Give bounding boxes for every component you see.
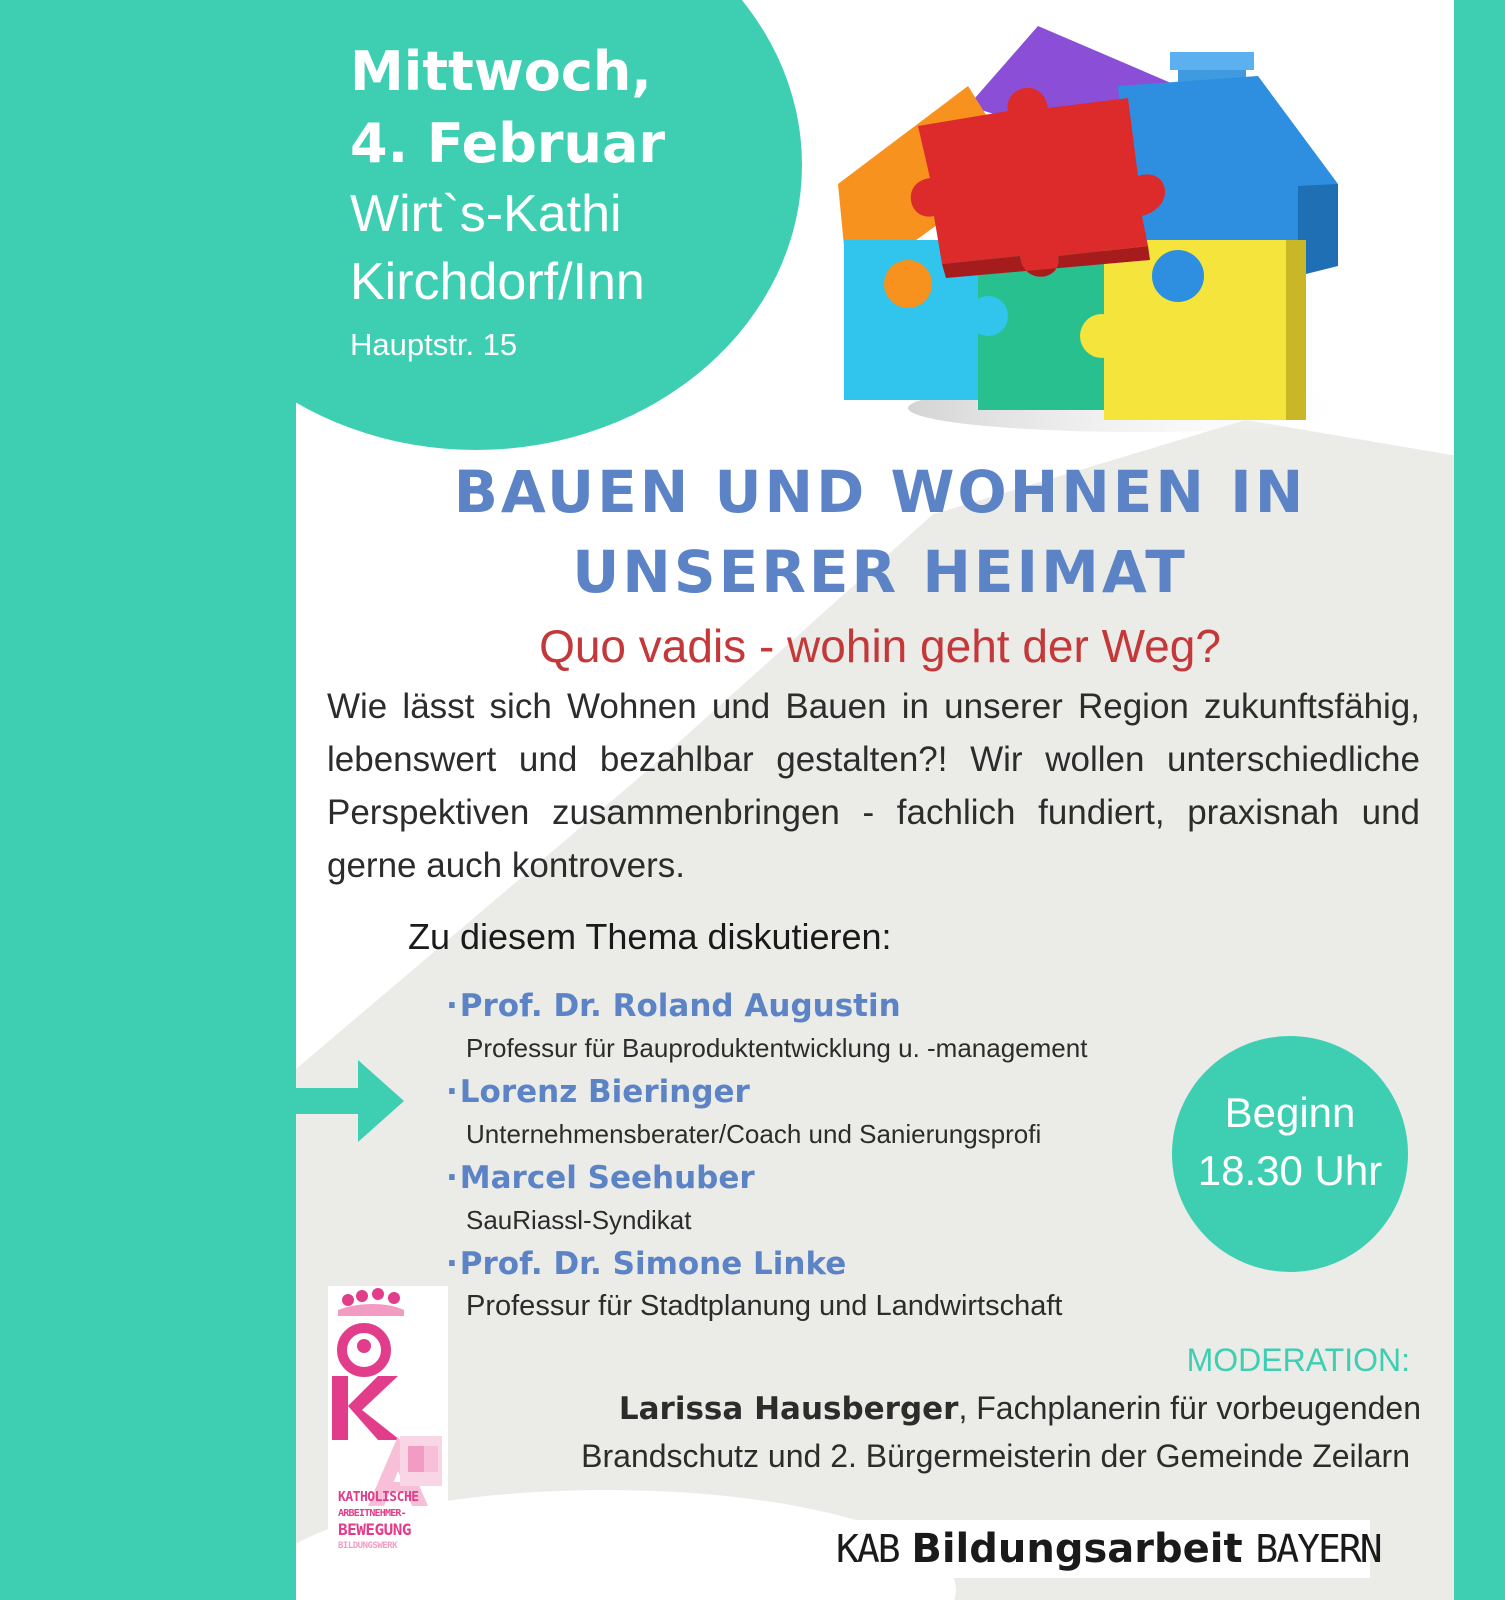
headline <box>300 452 1460 612</box>
event-weekday: Mittwoch, <box>350 40 652 103</box>
event-date: 4. Februar <box>350 112 666 175</box>
speaker-name: Lorenz Bieringer <box>459 1074 750 1110</box>
speaker-role: Unternehmensberater/Coach und Sanierungsprofi <box>466 1119 1042 1149</box>
footer-bildungsarbeit: Bildungsarbeit <box>911 1526 1243 1572</box>
event-venue: Wirt`s-Kathi <box>350 185 622 243</box>
kab-logo-line-4: BILDUNGSWERK <box>338 1541 398 1551</box>
puzzle-house-illustration <box>838 16 1358 436</box>
speaker-bullet: · <box>446 988 458 1024</box>
speaker-linke <box>446 1242 1062 1326</box>
speaker-seehuber <box>446 1156 755 1240</box>
moderator-desc-2: Brandschutz und 2. Bürgermeisterin der Gemeinde Zeilarn <box>581 1438 1410 1474</box>
arrow-right-icon <box>296 1056 406 1146</box>
begin-badge <box>1172 1036 1408 1272</box>
kab-logo-line-1: KATHOLISCHE <box>338 1490 419 1505</box>
speaker-name: Prof. Dr. Simone Linke <box>459 1246 847 1282</box>
intro-paragraph: Wie lässt sich Wohnen und Bauen in unserer Region zukunftsfähig, lebenswert und bezahlbar gestalten?! Wir wollen unterschiedliche Perspektiven zusammenbringen - fachlich fundiert, praxisnah und gerne auch kontrovers. <box>327 687 1420 885</box>
headline-line-1: BAUEN UND WOHNEN IN <box>453 458 1307 526</box>
speaker-role: SauRiassl-Syndikat <box>466 1205 692 1235</box>
speaker-name: Prof. Dr. Roland Augustin <box>459 988 901 1024</box>
moderation-line-1 <box>500 1384 1421 1433</box>
moderation-label: MODERATION: <box>1186 1342 1410 1378</box>
speaker-role: Professur für Stadtplanung und Landwirtschaft <box>466 1290 1063 1322</box>
kab-logo-line-3: BEWEGUNG <box>338 1520 412 1539</box>
speaker-bieringer <box>446 1070 1041 1154</box>
event-info <box>350 36 665 370</box>
event-city: Kirchdorf/Inn <box>350 253 645 311</box>
discussion-heading: Zu diesem Thema diskutieren: <box>408 916 892 957</box>
event-street: Hauptstr. 15 <box>350 327 518 362</box>
footer-kab: KAB <box>836 1527 899 1571</box>
speaker-bullet: · <box>446 1246 458 1282</box>
footer-brand <box>828 1520 1381 1578</box>
begin-time: 18.30 Uhr <box>1197 1147 1383 1194</box>
subtitle: Quo vadis - wohin geht der Weg? <box>539 620 1221 672</box>
begin-label: Beginn <box>1224 1089 1356 1136</box>
kab-logo-text <box>338 1490 448 1554</box>
speaker-augustin <box>446 984 1087 1068</box>
speaker-bullet: · <box>446 1074 458 1110</box>
moderator-name: Larissa Hausberger <box>618 1391 959 1427</box>
footer-bayern: BAYERN <box>1255 1527 1381 1571</box>
headline-line-2: UNSERER HEIMAT <box>572 538 1188 606</box>
speaker-bullet: · <box>446 1160 458 1196</box>
speaker-role: Professur für Bauproduktentwicklung u. -management <box>466 1033 1088 1063</box>
speaker-name: Marcel Seehuber <box>459 1160 755 1196</box>
kab-logo-line-2: ARBEITNEHMER- <box>338 1508 406 1519</box>
moderator-desc-1: , Fachplanerin für vorbeugenden <box>958 1390 1421 1426</box>
